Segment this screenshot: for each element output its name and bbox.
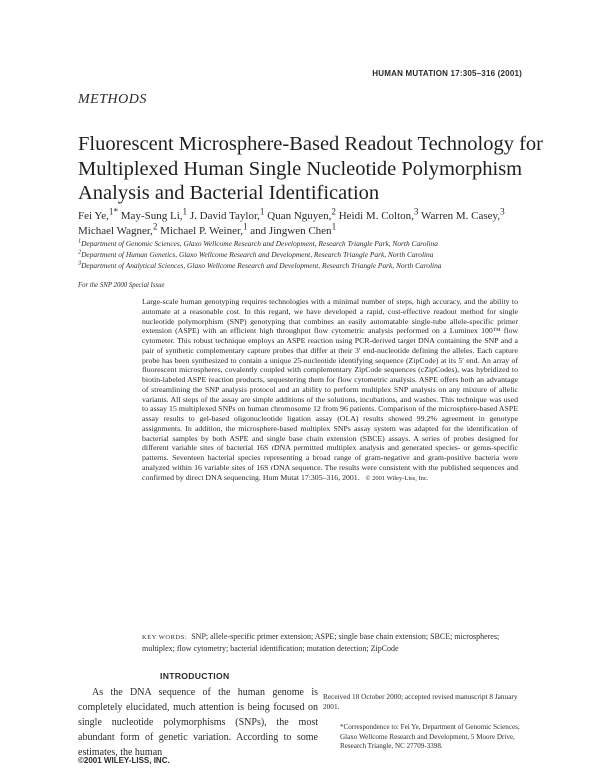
publisher-note: © 2001 Wiley-Liss, Inc. <box>365 474 429 482</box>
author: J. David Taylor,$^1$ <box>189 206 265 222</box>
author: Fei Ye,$^{1*}$ <box>78 206 119 222</box>
section-label: METHODS <box>78 92 147 107</box>
affiliation: $^2$Department of Human Genetics, Glaxo Wellcome Research and Development, Research Triangle Park, North Carolina <box>78 249 434 259</box>
author: Michael P. Weiner,$^1$ <box>160 221 248 237</box>
keywords-label: KEY WORDS: <box>142 634 188 641</box>
copyright: ©2001 WILEY-LISS, INC. <box>78 756 170 765</box>
author: Quan Nguyen,$^2$ <box>267 206 336 222</box>
author: Heidi M. Colton,$^3$ <box>338 206 419 222</box>
introduction-heading: INTRODUCTION <box>160 671 230 681</box>
article-title: Fluorescent Microsphere-Based Readout Technology for Multiplexed Human Single Nucleotide Polymorphism Analysis and Bacterial Identification <box>78 133 544 204</box>
affiliations <box>78 238 548 271</box>
abstract-text: Large-scale human genotyping requires technologies with a minimal number of steps, high accuracy, and the ability to automate at a reasonable cost. In this regard, we have developed a rapid, cost-effective readout method for single nucleotide polymorphism (SNP) genotyping that combines an easily automatable single-tube allele-specific primer extension (ASPE) with an efficient high throughput flow cytometric analysis performed on a Luminex 100™ flow cytometer. This robust technique employs an ASPE reaction using PCR-derived target DNA containing the SNP and a pair of synthetic complementary capture probes that differ at their 3′ end-nucleotide defining the alleles. Each capture probe has been synthesized to contain a unique 25-nucleotide identifying sequence (ZipCode) at its 5′ end. An array of fluorescent microspheres, covalently coupled with complementary ZipCode sequences (cZipCodes), was hybridized to biotin-labeled ASPE reaction products, sequestering them for flow cytometric analysis. ASPE offers both an advantage of streamlining the SNP analysis protocol and an ability to perform multiplex SNP analysis on any mixture of allelic variants. All steps of the assay are simple additions of the solutions, incubations, and washes. This technique was used to assay 15 multiplexed SNPs on human chromosome 12 from 96 patients. Comparison of the microsphere-based ASPE assay results to gel-based oligonucleotide ligation assay (OLA) results showed 99.2% agreement in genotype assignments. In addition, the microsphere-based multiplex SNPs assay system was adapted for the identification of bacterial samples by both ASPE and single base chain extension (SBCE) assays. A series of probes designed for different variable sites of bacterial 16S rDNA permitted multiplex analysis and generated species- or genus-specific patterns. Seventeen bacterial species representing a broad range of gram-negative and gram-positive bacteria were analyzed within 16 variable sites of 16S rDNA sequence. The results were consistent with the published sequences and confirmed by direct DNA sequencing. <box>142 297 518 482</box>
keywords <box>142 632 518 654</box>
author: Michael Wagner,$^2$ <box>78 221 158 237</box>
special-issue-note: For the SNP 2000 Special Issue <box>78 282 165 289</box>
abstract <box>142 297 518 483</box>
affiliation: $^1$Department of Genomic Sciences, Glaxo Wellcome Research and Development, Research Triangle Park, North Carolina <box>78 238 438 248</box>
correspondence-note: *Correspondence to: Fei Ye, Department of Genomic Sciences, Glaxo Wellcome Research and Development, 5 Moore Drive, Research Triangle, NC 27709-3398. <box>340 723 520 750</box>
affiliation: $^3$Department of Analytical Sciences, Glaxo Wellcome Research and Development, Research Triangle Park, North Carolina <box>78 260 442 270</box>
received-note: Received 18 October 2000; accepted revised manuscript 8 January 2001. <box>323 692 518 711</box>
journal-header: HUMAN MUTATION 17:305–316 (2001) <box>372 69 522 78</box>
author: May-Sung Li,$^1$ <box>120 206 188 222</box>
keywords-text: SNP; allele-specific primer extension; ASPE; single base chain extension; SBCE; microspheres; multiplex; flow cytometry; bacterial identification; mutation detection; ZipCode <box>142 632 500 653</box>
abstract-citation: Hum Mutat 17:305–316, 2001. <box>262 472 360 482</box>
author: Warren M. Casey,$^3$ <box>421 206 505 222</box>
author: and Jingwen Chen$^1$ <box>250 221 337 237</box>
introduction-text: As the DNA sequence of the human genome is completely elucidated, much attention is being focused on single nucleotide polymorphisms (SNPs), the most abundant form of genetic variation. According to some estimates, the human <box>78 687 318 758</box>
author-list <box>78 206 528 239</box>
